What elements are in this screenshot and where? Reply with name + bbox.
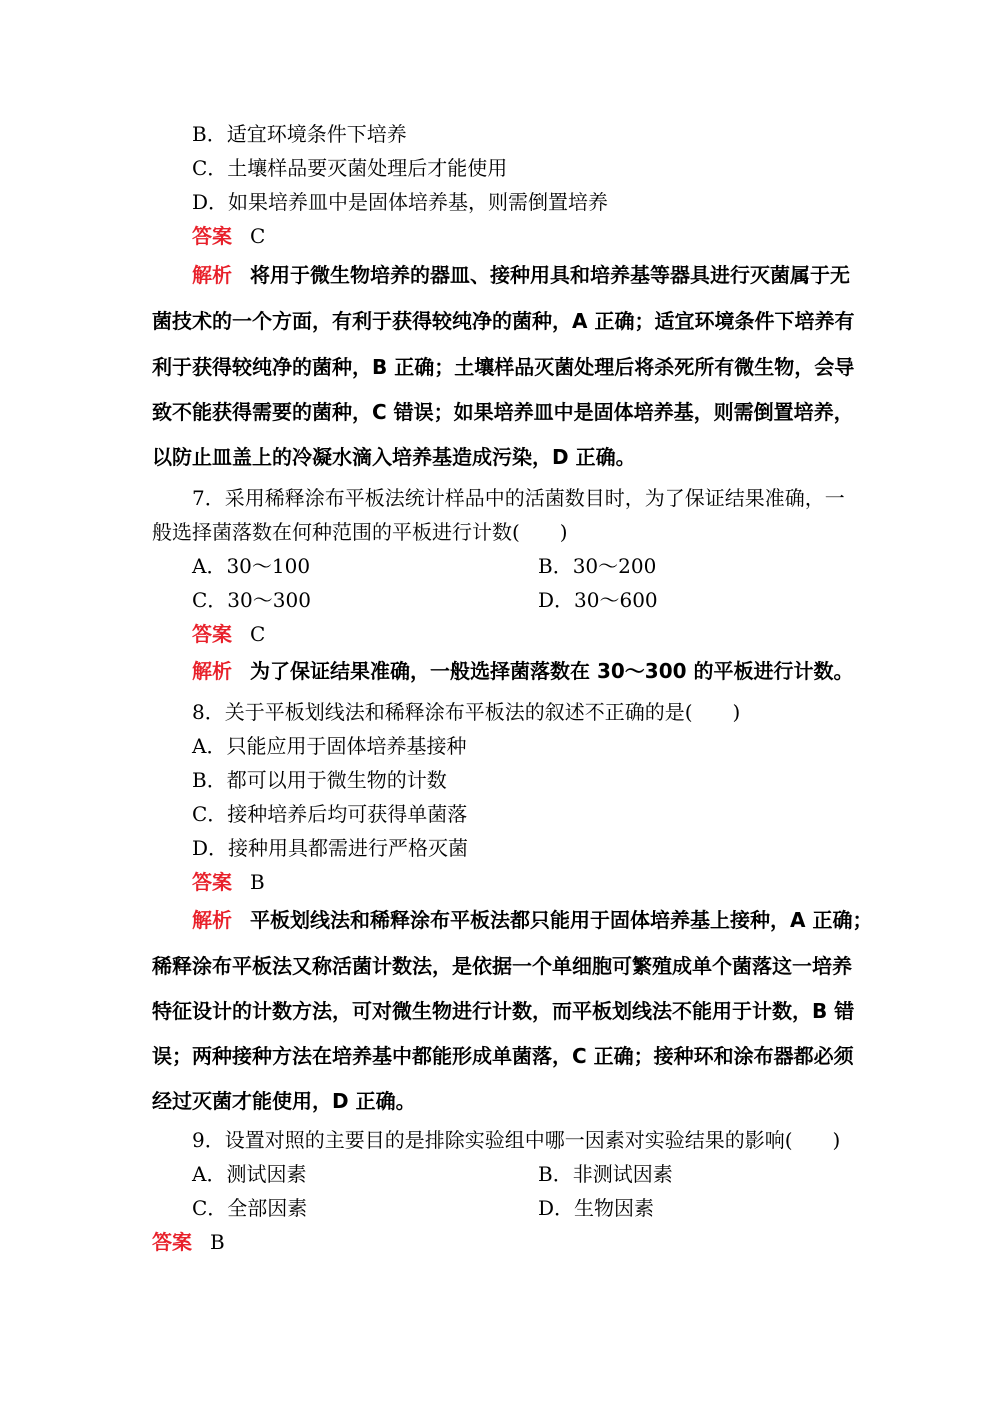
q8-option-b: B．都可以用于微生物的计数 [192, 768, 447, 792]
answer-label: 答案 [152, 1230, 192, 1254]
q6-answer [192, 222, 265, 250]
q6-explanation-line-5: 以防止皿盖上的冷凝水滴入培养基造成污染，D 正确。 [152, 445, 636, 469]
q8-option-c: C．接种培养后均可获得单菌落 [192, 802, 468, 826]
q8-explanation-line-1 [192, 905, 872, 935]
q6-option-d: D．如果培养皿中是固体培养基，则需倒置培养 [192, 190, 609, 214]
q6-explanation-line-2: 菌技术的一个方面，有利于获得较纯净的菌种，A 正确；适宜环境条件下培养有 [152, 309, 855, 333]
q8-explanation-line-2: 稀释涂布平板法又称活菌计数法，是依据一个单细胞可繁殖成单个菌落这一培养 [152, 954, 852, 978]
answer-value: C [250, 622, 266, 646]
q9-option-c: C．全部因素 [192, 1196, 308, 1220]
q7-option-d: D．30～600 [538, 588, 658, 612]
q8-option-a: A．只能应用于固体培养基接种 [192, 734, 467, 758]
answer-value: B [250, 870, 265, 894]
explanation-text: 平板划线法和稀释涂布平板法都只能用于固体培养基上接种，A 正确； [250, 908, 873, 932]
answer-value: C [250, 224, 266, 248]
q6-option-b: B．适宜环境条件下培养 [192, 122, 407, 146]
q6-option-c: C．土壤样品要灭菌处理后才能使用 [192, 156, 508, 180]
explanation-text: 为了保证结果准确，一般选择菌落数在 30～300 的平板进行计数。 [250, 659, 854, 683]
q6-explanation-line-4: 致不能获得需要的菌种，C 错误；如果培养皿中是固体培养基，则需倒置培养， [152, 400, 854, 424]
answer-label: 答案 [192, 622, 232, 646]
q9-option-b: B．非测试因素 [538, 1162, 673, 1186]
q7-option-b: B．30～200 [538, 554, 657, 578]
q8-option-d: D．接种用具都需进行严格灭菌 [192, 836, 469, 860]
explanation-label: 解析 [192, 908, 232, 932]
q8-explanation-line-4: 误；两种接种方法在培养基中都能形成单菌落，C 正确；接种环和涂布器都必须 [152, 1044, 854, 1068]
q9-stem: 9．设置对照的主要目的是排除实验组中哪一因素对实验结果的影响( ) [192, 1128, 841, 1152]
q9-option-a: A．测试因素 [192, 1162, 307, 1186]
q6-explanation-line-1 [192, 260, 850, 290]
q7-option-c: C．30～300 [192, 588, 311, 612]
explanation-label: 解析 [192, 659, 232, 683]
q7-stem-line-2: 般选择菌落数在何种范围的平板进行计数( ) [152, 520, 568, 544]
q8-explanation-line-5: 经过灭菌才能使用，D 正确。 [152, 1089, 416, 1113]
q7-option-a: A．30～100 [192, 554, 311, 578]
q8-stem: 8．关于平板划线法和稀释涂布平板法的叙述不正确的是( ) [192, 700, 741, 724]
answer-label: 答案 [192, 224, 232, 248]
q7-stem-line-1: 7．采用稀释涂布平板法统计样品中的活菌数目时，为了保证结果准确，一 [192, 486, 845, 510]
q7-explanation [192, 656, 854, 686]
answer-label: 答案 [192, 870, 232, 894]
q7-answer [192, 620, 265, 648]
explanation-text: 将用于微生物培养的器皿、接种用具和培养基等器具进行灭菌属于无 [250, 263, 850, 287]
q8-explanation-line-3: 特征设计的计数方法，可对微生物进行计数，而平板划线法不能用于计数，B 错 [152, 999, 855, 1023]
answer-value: B [210, 1230, 225, 1254]
q9-option-d: D．生物因素 [538, 1196, 655, 1220]
q9-answer [152, 1228, 225, 1256]
explanation-label: 解析 [192, 263, 232, 287]
q6-explanation-line-3: 利于获得较纯净的菌种，B 正确；土壤样品灭菌处理后将杀死所有微生物，会导 [152, 355, 855, 379]
q8-answer [192, 868, 265, 896]
